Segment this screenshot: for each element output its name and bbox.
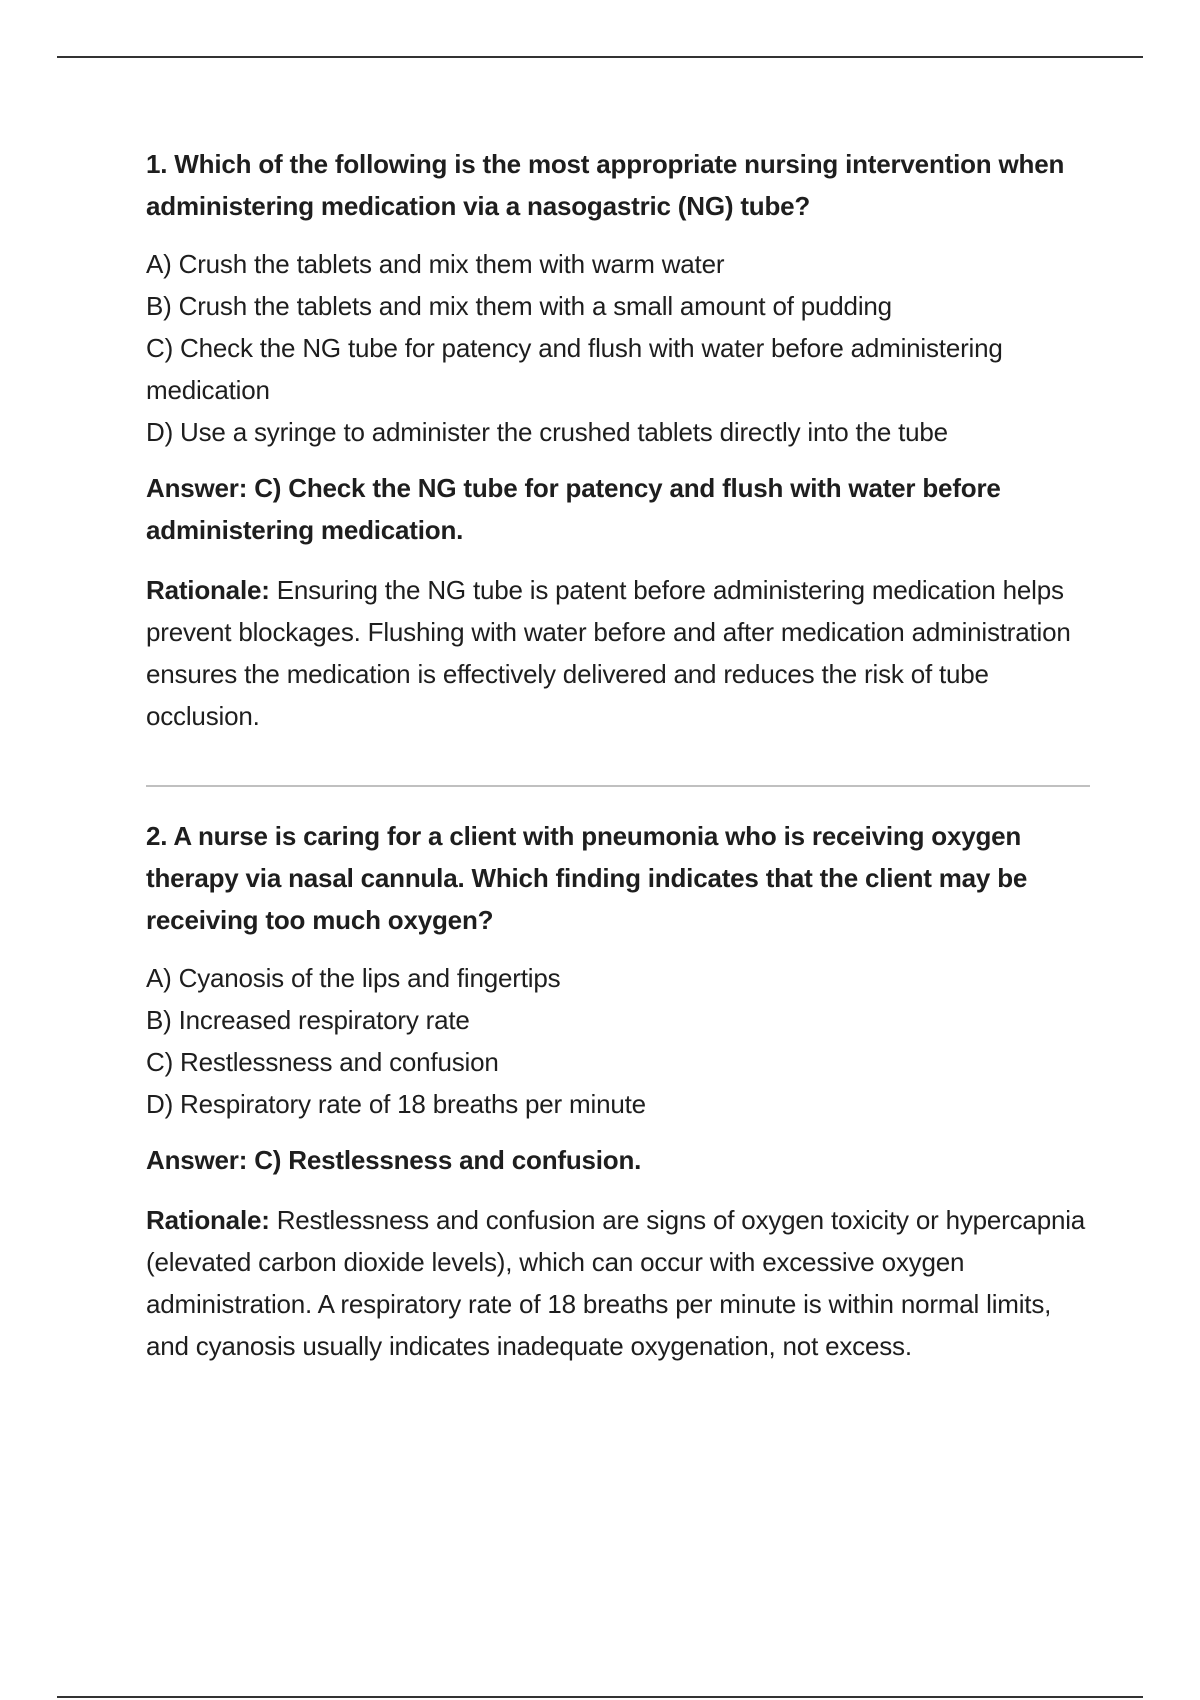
question-block-1 (146, 143, 1096, 737)
answer-text: Answer: C) Restlessness and confusion. (146, 1145, 642, 1175)
option-c: C) Restlessness and confusion (146, 1047, 499, 1077)
option-a: A) Crush the tablets and mix them with warm water (146, 249, 725, 279)
answer-text: Answer: C) Check the NG tube for patency and flush with water before administering medication. (146, 473, 1001, 545)
page-footer-rule (57, 1696, 1143, 1698)
rationale (146, 1199, 1096, 1367)
rationale-label: Rationale: (146, 1205, 270, 1235)
page-header-rule (57, 56, 1143, 58)
option-b: B) Increased respiratory rate (146, 1005, 470, 1035)
rationale-text: Ensuring the NG tube is patent before administering medication helps prevent blockages. Flushing with water before and after medication administration ensures the medication is effectively delivered and reduces the risk of tube occlusion. (146, 575, 1071, 731)
document-body (146, 143, 1096, 1367)
rationale-label: Rationale: (146, 575, 270, 605)
question-text: 1. Which of the following is the most appropriate nursing intervention when administering medication via a nasogastric (NG) tube? (146, 149, 1065, 221)
rationale (146, 569, 1096, 737)
question-divider (146, 785, 1090, 787)
rationale-text: Restlessness and confusion are signs of oxygen toxicity or hypercapnia (elevated carbon dioxide levels), which can occur with excessive oxygen administration. A respiratory rate of 18 breaths per minute is within normal limits, and cyanosis usually indicates inadequate oxygenation, not excess. (146, 1205, 1086, 1361)
option-b: B) Crush the tablets and mix them with a small amount of pudding (146, 291, 892, 321)
question-text: 2. A nurse is caring for a client with pneumonia who is receiving oxygen therapy via nasal cannula. Which finding indicates that the client may be receiving too much oxygen? (146, 821, 1028, 935)
option-d: D) Use a syringe to administer the crushed tablets directly into the tube (146, 417, 948, 447)
option-c: C) Check the NG tube for patency and flush with water before administering medication (146, 333, 1003, 405)
option-d: D) Respiratory rate of 18 breaths per minute (146, 1089, 646, 1119)
option-a: A) Cyanosis of the lips and fingertips (146, 963, 561, 993)
answer-options (146, 957, 1096, 1125)
answer-options (146, 243, 1096, 453)
question-block-2 (146, 815, 1096, 1367)
